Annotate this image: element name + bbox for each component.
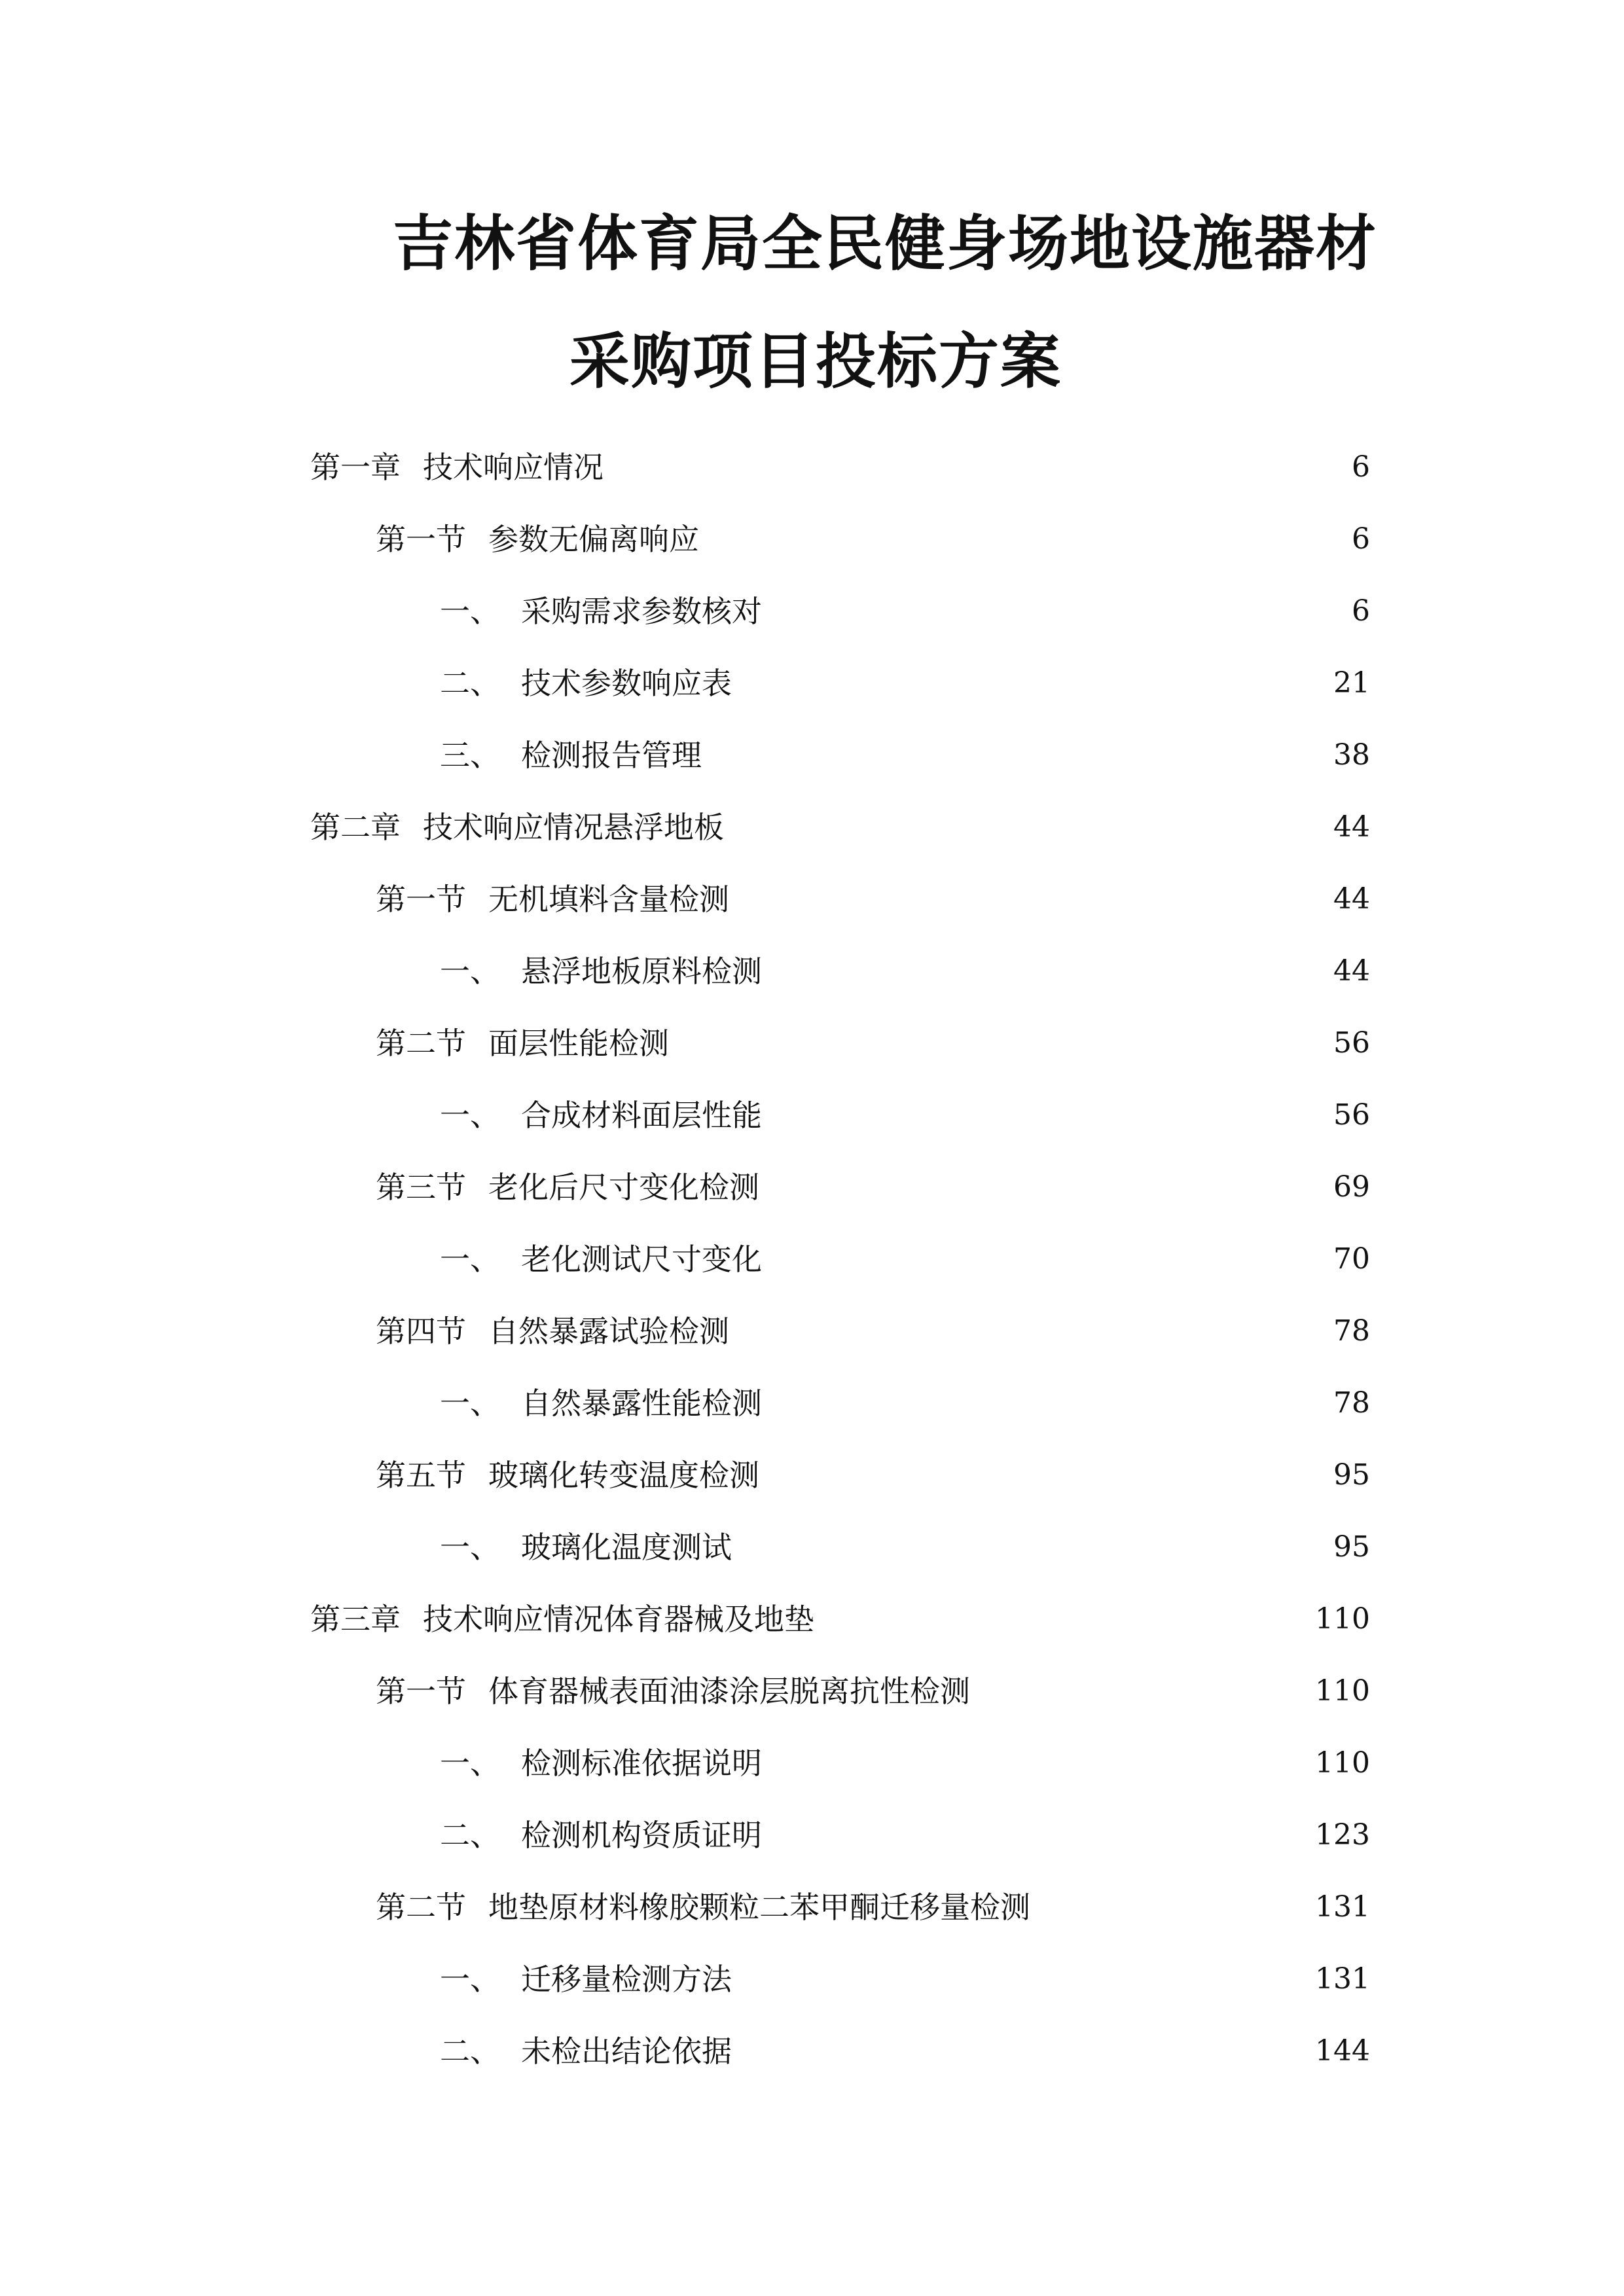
toc-entry-title: 检测报告管理	[521, 738, 702, 773]
toc-entry-number: 一、	[440, 954, 500, 989]
toc-dot-leader	[738, 1308, 1322, 1354]
toc-entry-title: 老化后尺寸变化检测	[488, 1170, 759, 1205]
toc-entry-title: 技术响应情况体育器械及地垫	[423, 1602, 814, 1637]
toc-entry-page: 144	[1315, 2034, 1370, 2068]
toc-entry[interactable]	[376, 1020, 1370, 1066]
toc-entry-number: 一、	[440, 594, 500, 629]
toc-entry-title: 未检出结论依据	[521, 2034, 732, 2069]
toc-entry-page: 6	[1352, 594, 1370, 628]
toc-dot-leader	[771, 1380, 1322, 1426]
toc-entry[interactable]	[440, 1380, 1370, 1426]
toc-entry-page: 78	[1333, 1314, 1370, 1348]
toc-entry-title: 悬浮地板原料检测	[521, 954, 762, 989]
toc-entry-page: 56	[1333, 1026, 1370, 1060]
toc-entry-page: 69	[1333, 1170, 1370, 1204]
toc-entry-page: 44	[1333, 810, 1370, 844]
toc-dot-leader	[733, 804, 1322, 850]
toc-entry-title: 玻璃化温度测试	[521, 1530, 732, 1565]
toc-entry[interactable]	[440, 660, 1370, 706]
toc-entry-title: 采购需求参数核对	[521, 594, 762, 629]
toc-entry[interactable]	[376, 1668, 1370, 1714]
toc-entry-number: 二、	[440, 666, 500, 701]
toc-dot-leader	[771, 1236, 1322, 1282]
toc-entry-title: 玻璃化转变温度检测	[488, 1458, 759, 1493]
toc-entry[interactable]	[440, 1740, 1370, 1786]
toc-entry[interactable]	[440, 1524, 1370, 1570]
toc-dot-leader	[1039, 1884, 1303, 1930]
toc-dot-leader	[771, 1812, 1303, 1858]
toc-entry-page: 123	[1315, 1818, 1370, 1852]
toc-entry[interactable]	[376, 516, 1370, 562]
toc-entry-page: 78	[1333, 1386, 1370, 1420]
toc-entry-title: 面层性能检测	[488, 1026, 669, 1061]
toc-entry[interactable]	[440, 1956, 1370, 2002]
toc-entry-page: 44	[1333, 954, 1370, 988]
toc-entry-page: 6	[1352, 450, 1370, 484]
toc-entry-title: 体育器械表面油漆涂层脱离抗性检测	[488, 1674, 970, 1709]
toc-dot-leader	[771, 948, 1322, 994]
toc-entry-page: 110	[1315, 1602, 1370, 1636]
toc-entry-number: 一、	[440, 1530, 500, 1565]
toc-dot-leader	[741, 1956, 1303, 2002]
toc-entry-number: 第二节	[376, 1026, 466, 1061]
toc-entry-page: 6	[1352, 522, 1370, 556]
toc-entry-page: 131	[1315, 1890, 1370, 1924]
toc-entry-page: 44	[1333, 882, 1370, 916]
toc-entry-page: 21	[1333, 666, 1370, 700]
toc-entry-number: 第二节	[376, 1890, 466, 1925]
toc-entry-number: 一、	[440, 1098, 500, 1133]
toc-entry-page: 70	[1333, 1242, 1370, 1276]
toc-entry[interactable]	[376, 1884, 1370, 1930]
toc-entry-title: 技术响应情况悬浮地板	[423, 810, 724, 845]
toc-entry-title: 合成材料面层性能	[521, 1098, 762, 1133]
toc-entry-number: 一、	[440, 1746, 500, 1781]
toc-entry-page: 56	[1333, 1098, 1370, 1132]
toc-entry-number: 第五节	[376, 1458, 466, 1493]
toc-entry[interactable]	[440, 1236, 1370, 1282]
toc-dot-leader	[708, 516, 1340, 562]
toc-entry-number: 三、	[440, 738, 500, 773]
toc-entry-title: 迁移量检测方法	[521, 1962, 732, 1997]
toc-dot-leader	[768, 1164, 1322, 1210]
toc-entry-page: 110	[1315, 1674, 1370, 1708]
toc-entry-number: 第一节	[376, 1674, 466, 1709]
toc-entry-page: 95	[1333, 1458, 1370, 1492]
toc-entry[interactable]	[440, 1812, 1370, 1858]
toc-entry-title: 老化测试尺寸变化	[521, 1242, 762, 1277]
toc-entry-page: 131	[1315, 1962, 1370, 1996]
toc-entry[interactable]	[440, 588, 1370, 634]
toc-entry-title: 检测标准依据说明	[521, 1746, 762, 1781]
document-title-line-2: 采购项目投标方案	[569, 327, 1062, 397]
toc-entry-number: 二、	[440, 1818, 500, 1853]
toc-entry-number: 第四节	[376, 1314, 466, 1349]
toc-dot-leader	[771, 1740, 1303, 1786]
toc-entry[interactable]	[376, 1164, 1370, 1210]
toc-entry[interactable]	[376, 1308, 1370, 1354]
toc-entry-number: 第三章	[310, 1602, 401, 1637]
toc-dot-leader	[678, 1020, 1322, 1066]
toc-dot-leader	[771, 588, 1340, 634]
document-title-line-1: 吉林省体育局全民健身场地设施器材	[393, 209, 1378, 279]
toc-entry-page: 110	[1315, 1746, 1370, 1780]
toc-entry-title: 地垫原材料橡胶颗粒二苯甲酮迁移量检测	[488, 1890, 1030, 1925]
toc-entry-number: 一、	[440, 1242, 500, 1277]
toc-entry[interactable]	[440, 948, 1370, 994]
toc-entry-title: 技术参数响应表	[521, 666, 732, 701]
toc-entry-title: 自然暴露性能检测	[521, 1386, 762, 1421]
toc-entry-number: 一、	[440, 1962, 500, 1997]
toc-entry-number: 第一节	[376, 882, 466, 917]
toc-dot-leader	[741, 2028, 1303, 2074]
toc-entry-page: 38	[1333, 738, 1370, 772]
toc-dot-leader	[613, 444, 1340, 490]
toc-entry[interactable]	[310, 1596, 1370, 1642]
toc-entry[interactable]	[310, 444, 1370, 490]
toc-entry[interactable]	[310, 804, 1370, 850]
toc-entry-title: 无机填料含量检测	[488, 882, 729, 917]
toc-entry-title: 参数无偏离响应	[488, 522, 699, 557]
toc-dot-leader	[711, 732, 1322, 778]
toc-entry[interactable]	[440, 1092, 1370, 1138]
toc-entry-title: 检测机构资质证明	[521, 1818, 762, 1853]
toc-dot-leader	[741, 1524, 1322, 1570]
toc-entry[interactable]	[376, 876, 1370, 922]
toc-dot-leader	[771, 1092, 1322, 1138]
toc-entry-number: 第一节	[376, 522, 466, 557]
toc-entry-number: 一、	[440, 1386, 500, 1421]
toc-entry-title: 技术响应情况	[423, 450, 604, 485]
toc-entry-number: 第二章	[310, 810, 401, 845]
toc-entry-title: 自然暴露试验检测	[488, 1314, 729, 1349]
toc-entry-page: 95	[1333, 1530, 1370, 1564]
toc-dot-leader	[823, 1596, 1303, 1642]
toc-dot-leader	[768, 1452, 1322, 1498]
toc-entry-number: 第三节	[376, 1170, 466, 1205]
toc-dot-leader	[738, 876, 1322, 922]
toc-entry-number: 二、	[440, 2034, 500, 2069]
toc-entry-number: 第一章	[310, 450, 401, 485]
toc-dot-leader	[979, 1668, 1303, 1714]
toc-entry[interactable]	[376, 1452, 1370, 1498]
toc-dot-leader	[741, 660, 1322, 706]
toc-entry[interactable]	[440, 732, 1370, 778]
toc-entry[interactable]	[440, 2028, 1370, 2074]
